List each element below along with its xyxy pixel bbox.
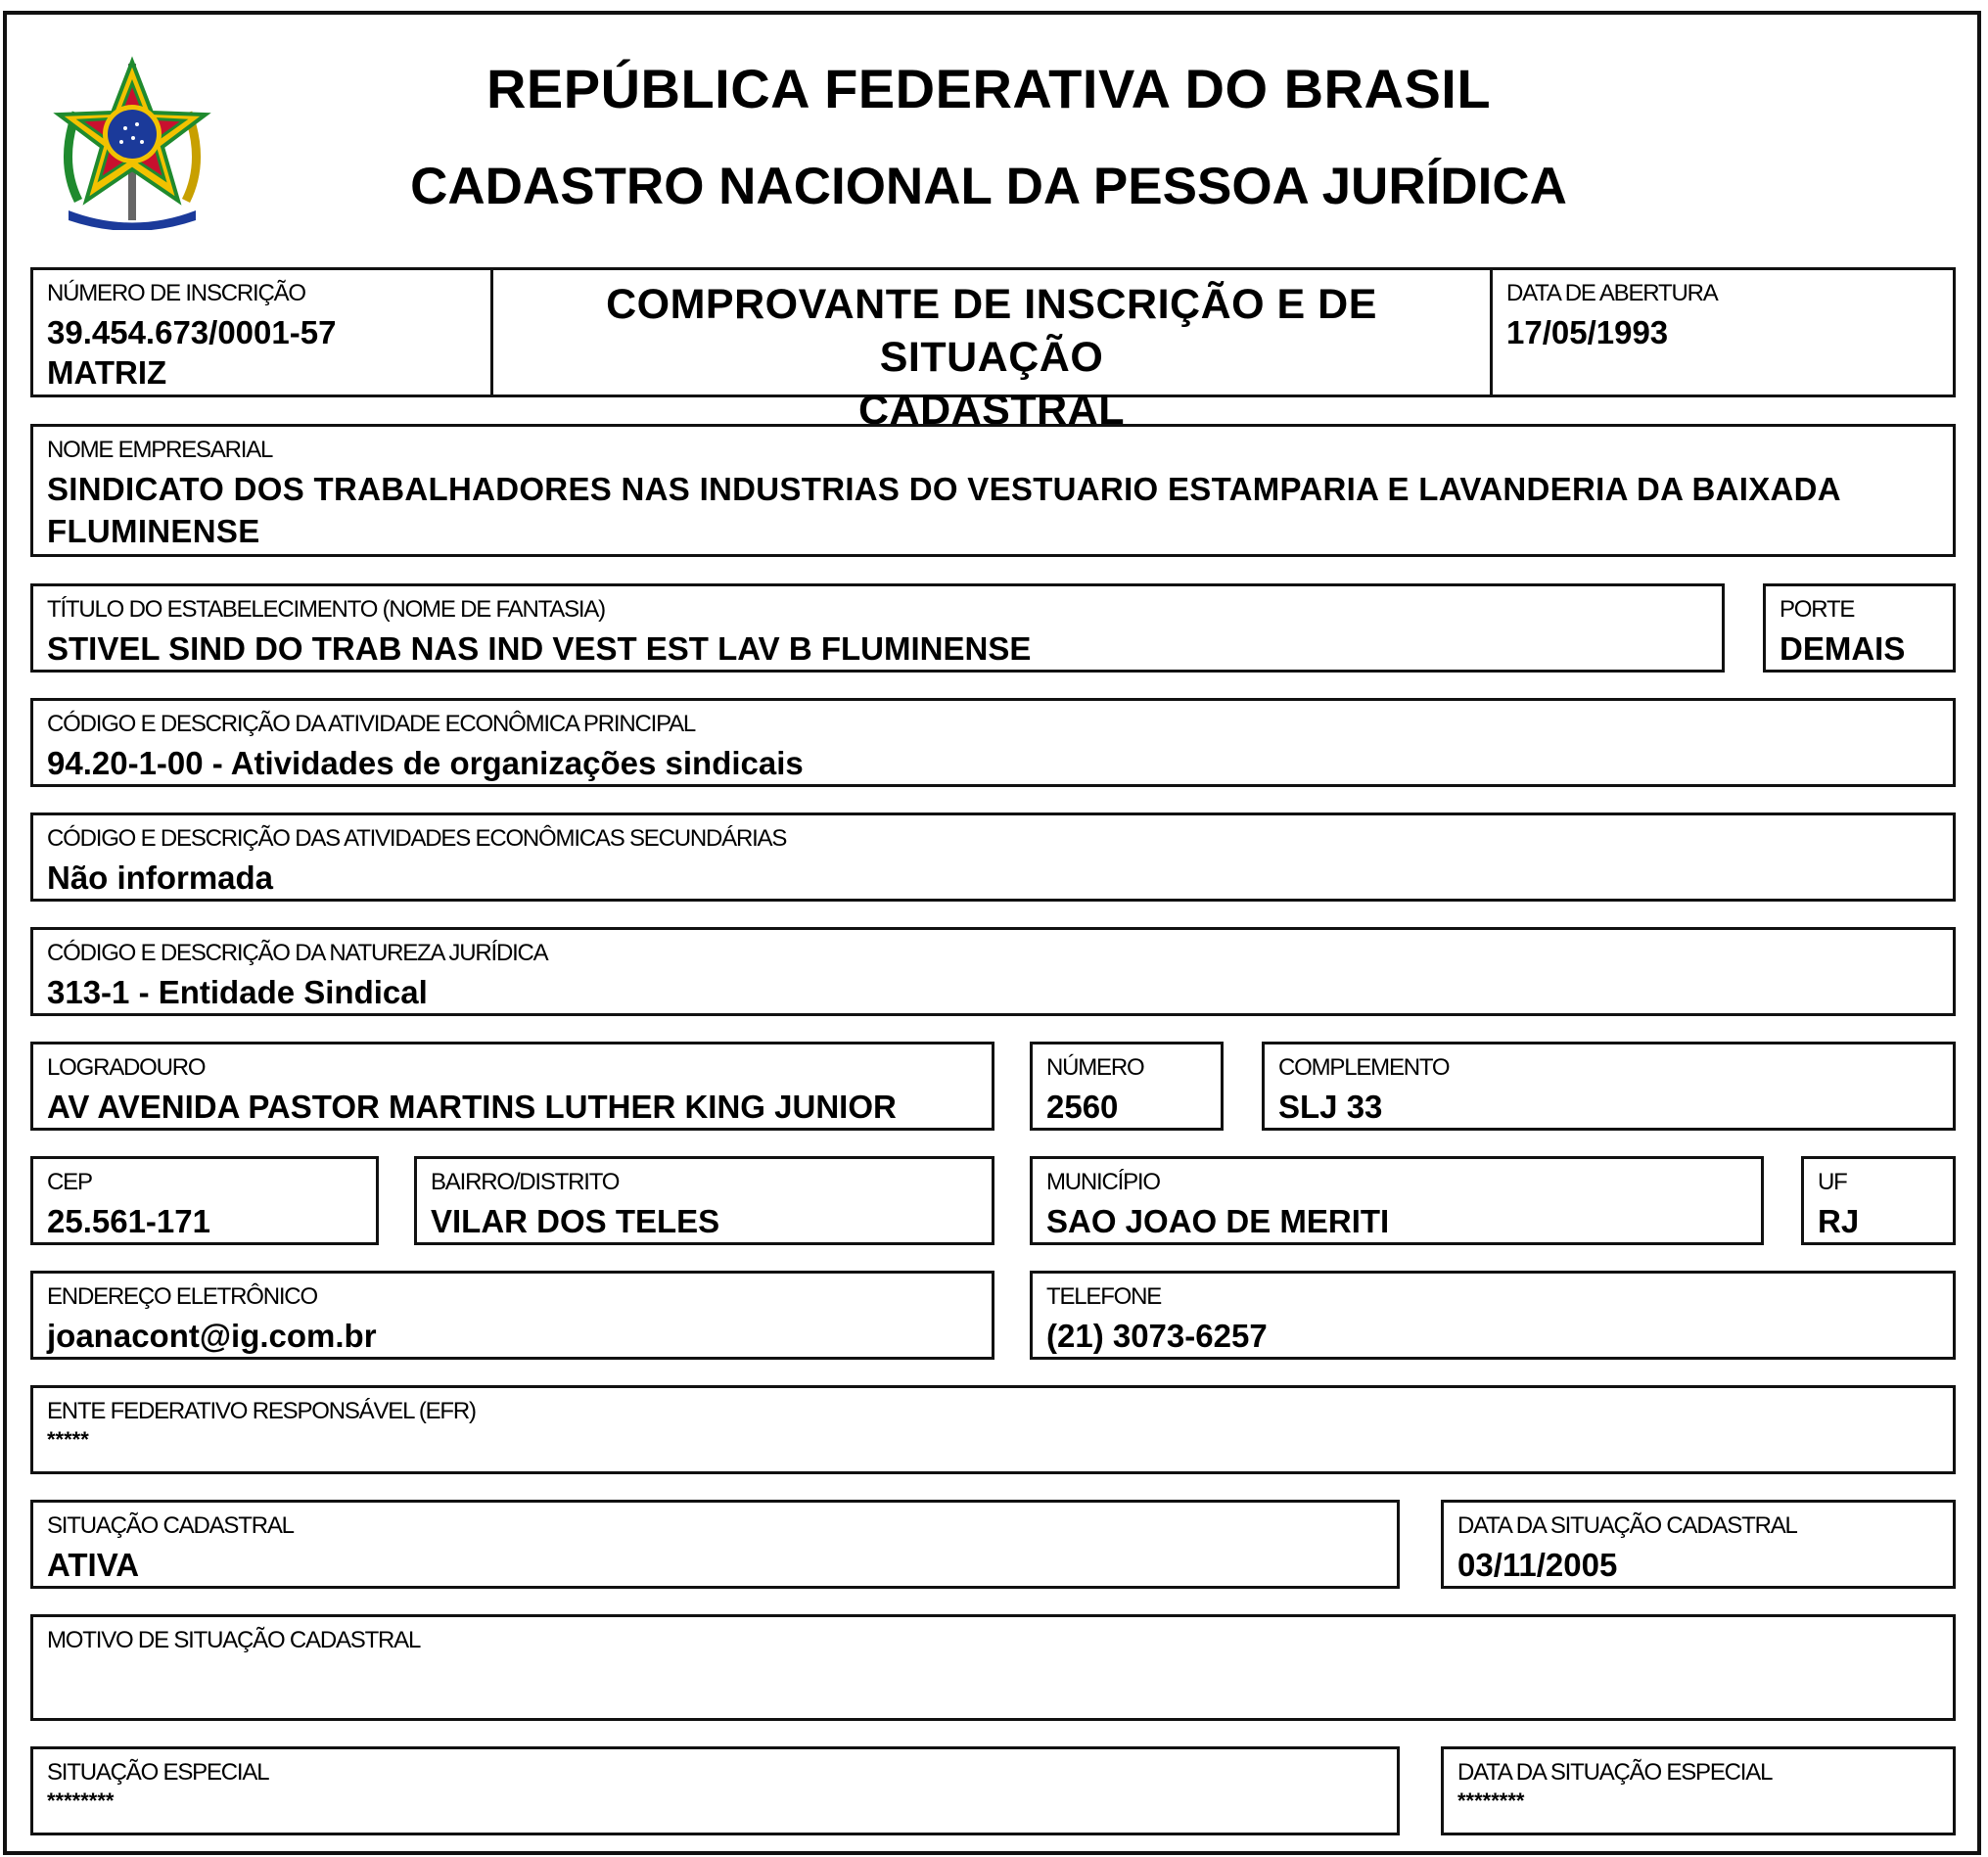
- situacao-value: ATIVA: [47, 1547, 140, 1583]
- inscricao-type: MATRIZ: [47, 354, 167, 391]
- abertura-value: 17/05/1993: [1506, 314, 1669, 350]
- comprovante-box: [490, 267, 1493, 434]
- natureza-juridica-box: [30, 927, 1956, 1016]
- titulo-value: STIVEL SIND DO TRAB NAS IND VEST EST LAV B FLUMINENSE: [47, 630, 1032, 667]
- uf-label: UF: [1818, 1169, 1847, 1195]
- porte-box: [1763, 583, 1956, 673]
- cep-box: [30, 1156, 379, 1245]
- brazil-coat-of-arms-icon: [49, 54, 215, 230]
- inscricao-value: 39.454.673/0001-57: [47, 314, 337, 350]
- numero-value: 2560: [1046, 1089, 1119, 1125]
- uf-box: [1801, 1156, 1956, 1245]
- municipio-box: [1030, 1156, 1764, 1245]
- inscricao-box: [30, 267, 493, 397]
- email-box: [30, 1271, 994, 1360]
- numero-label: NÚMERO: [1046, 1054, 1144, 1081]
- telefone-box: [1030, 1271, 1956, 1360]
- efr-label: ENTE FEDERATIVO RESPONSÁVEL (EFR): [47, 1398, 476, 1424]
- complemento-label: COMPLEMENTO: [1278, 1054, 1450, 1081]
- cep-value: 25.561-171: [47, 1203, 210, 1239]
- complemento-box: [1262, 1042, 1956, 1131]
- situacao-especial-box: [30, 1746, 1400, 1835]
- natureza-juridica-label: CÓDIGO E DESCRIÇÃO DA NATUREZA JURÍDICA: [47, 940, 548, 966]
- situacao-especial-label: SITUAÇÃO ESPECIAL: [47, 1759, 269, 1786]
- efr-box: [30, 1385, 1956, 1474]
- bairro-label: BAIRRO/DISTRITO: [431, 1169, 620, 1195]
- page-subtitle: CADASTRO NACIONAL DA PESSOA JURÍDICA: [410, 158, 1567, 215]
- data-situacao-especial-label: DATA DA SITUAÇÃO ESPECIAL: [1457, 1759, 1773, 1786]
- cep-label: CEP: [47, 1169, 92, 1195]
- inscricao-label: NÚMERO DE INSCRIÇÃO: [47, 280, 305, 306]
- motivo-label: MOTIVO DE SITUAÇÃO CADASTRAL: [47, 1627, 421, 1653]
- complemento-value: SLJ 33: [1278, 1089, 1383, 1125]
- bairro-value: VILAR DOS TELES: [431, 1203, 720, 1239]
- numero-box: [1030, 1042, 1224, 1131]
- email-value: joanacont@ig.com.br: [47, 1318, 377, 1354]
- data-situacao-especial-box: [1441, 1746, 1956, 1835]
- situacao-label: SITUAÇÃO CADASTRAL: [47, 1512, 294, 1539]
- municipio-label: MUNICÍPIO: [1046, 1169, 1160, 1195]
- natureza-juridica-value: 313-1 - Entidade Sindical: [47, 974, 428, 1010]
- nome-empresarial-value: SINDICATO DOS TRABALHADORES NAS INDUSTRIAS DO VESTUARIO ESTAMPARIA E LAVANDERIA DA BAIXADA FLUMINENSE: [47, 471, 1840, 549]
- atividades-secundarias-value: Não informada: [47, 859, 274, 896]
- situacao-box: [30, 1500, 1400, 1589]
- telefone-value: (21) 3073-6257: [1046, 1318, 1268, 1354]
- efr-value: *****: [47, 1427, 89, 1452]
- page-title: REPÚBLICA FEDERATIVA DO BRASIL: [485, 58, 1492, 119]
- nome-empresarial-box: [30, 424, 1956, 557]
- municipio-value: SAO JOAO DE MERITI: [1046, 1203, 1390, 1239]
- motivo-box: [30, 1614, 1956, 1721]
- atividade-principal-value: 94.20-1-00 - Atividades de organizações sindicais: [47, 745, 804, 781]
- bairro-box: [414, 1156, 994, 1245]
- data-situacao-label: DATA DA SITUAÇÃO CADASTRAL: [1457, 1512, 1797, 1539]
- data-situacao-box: [1441, 1500, 1956, 1589]
- data-situacao-especial-value: ********: [1457, 1788, 1525, 1813]
- logradouro-box: [30, 1042, 994, 1131]
- comprovante-title-line1: COMPROVANTE DE INSCRIÇÃO E DE SITUAÇÃO: [606, 281, 1377, 381]
- comprovante-title-line2: CADASTRAL: [857, 387, 1126, 434]
- atividades-secundarias-label: CÓDIGO E DESCRIÇÃO DAS ATIVIDADES ECONÔMICAS SECUNDÁRIAS: [47, 825, 787, 852]
- nome-empresarial-label: NOME EMPRESARIAL: [47, 437, 273, 463]
- situacao-especial-value: ********: [47, 1788, 115, 1813]
- titulo-box: [30, 583, 1725, 673]
- atividade-principal-box: [30, 698, 1956, 787]
- abertura-label: DATA DE ABERTURA: [1506, 280, 1718, 306]
- titulo-label: TÍTULO DO ESTABELECIMENTO (NOME DE FANTASIA): [47, 596, 605, 623]
- atividade-principal-label: CÓDIGO E DESCRIÇÃO DA ATIVIDADE ECONÔMICA PRINCIPAL: [47, 711, 696, 737]
- data-situacao-value: 03/11/2005: [1457, 1547, 1618, 1583]
- porte-value: DEMAIS: [1780, 630, 1906, 667]
- porte-label: PORTE: [1780, 596, 1855, 623]
- logradouro-value: AV AVENIDA PASTOR MARTINS LUTHER KING JUNIOR: [47, 1089, 897, 1125]
- logradouro-label: LOGRADOURO: [47, 1054, 206, 1081]
- abertura-box: [1490, 267, 1956, 397]
- uf-value: RJ: [1818, 1203, 1860, 1239]
- email-label: ENDEREÇO ELETRÔNICO: [47, 1283, 317, 1310]
- telefone-label: TELEFONE: [1046, 1283, 1162, 1310]
- atividades-secundarias-box: [30, 812, 1956, 902]
